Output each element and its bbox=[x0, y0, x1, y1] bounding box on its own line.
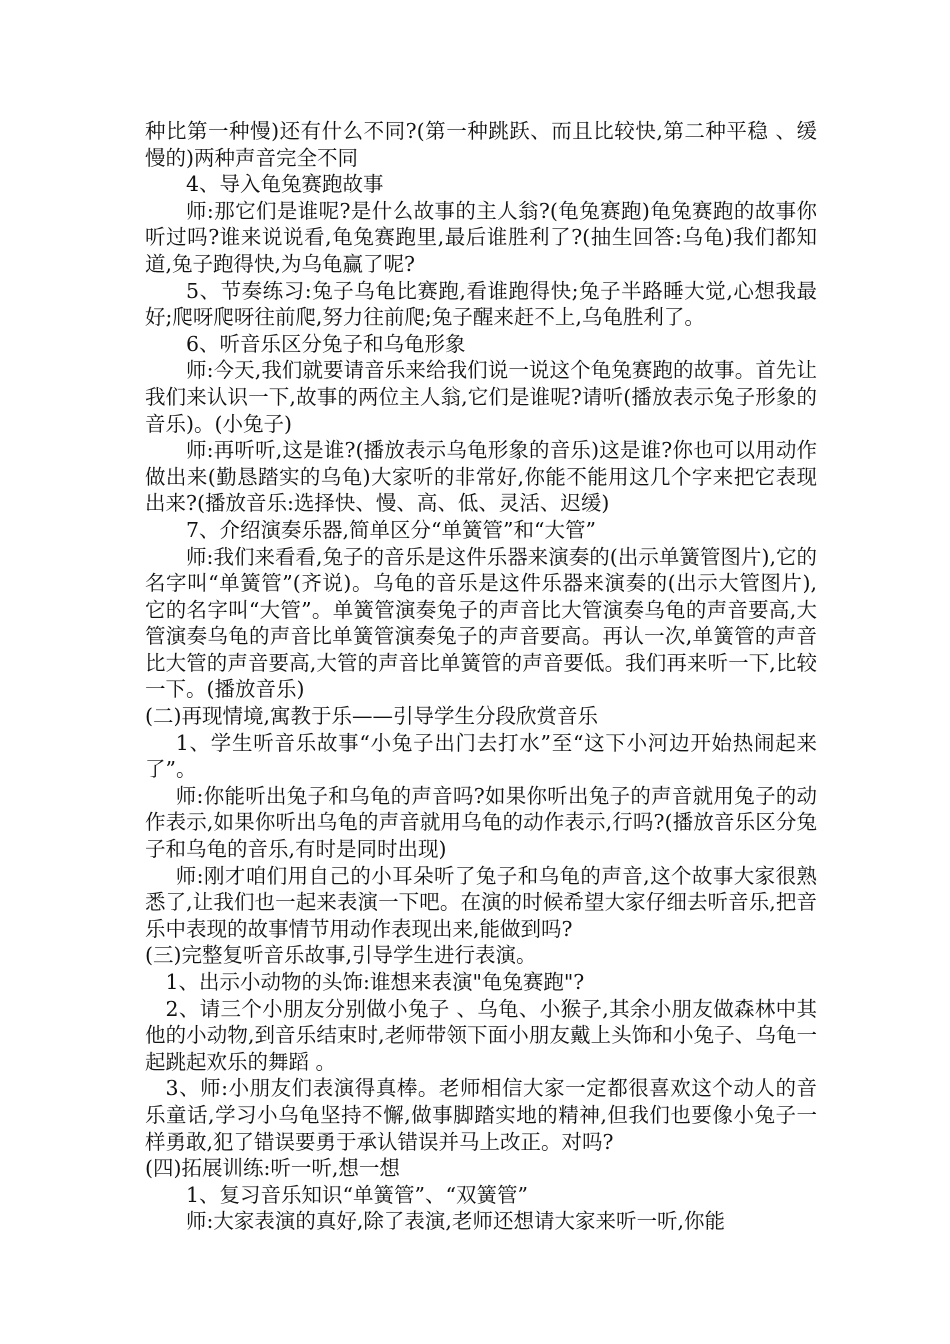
paragraph: 3、师:小朋友们表演得真棒。老师相信大家一定都很喜欢这个动人的音乐童话,学习小乌龟坚持不懈,做事脚踏实地的精神,但我们也要像小兔子一样勇敢,犯了错误要勇于承认错误并马上改正。对吗? bbox=[145, 1076, 817, 1154]
paragraph: 师:再听听,这是谁?(播放表示乌龟形象的音乐)这是谁?你也可以用动作做出来(勤恳踏实的乌龟)大家听的非常好,你能不能用这几个字来把它表现出来?(播放音乐:选择快、慢、高、低、灵活、迟缓) bbox=[145, 438, 817, 516]
section-heading: 6、听音乐区分兔子和乌龟形象 bbox=[186, 331, 466, 356]
paragraph: 1、出示小动物的头饰:谁想来表演"龟兔赛跑"? bbox=[165, 970, 585, 994]
document-page bbox=[145, 118, 817, 1235]
section-heading: 1、复习音乐知识“单簧管”、“双簧管” bbox=[186, 1182, 528, 1207]
paragraph: 师:我们来看看,兔子的音乐是这件乐器来演奏的(出示单簧管图片),它的名字叫“单簧管”(齐说)。乌龟的音乐是这件乐器来演奏的(出示大管图片),它的名字叫“大管”。单簧管演奏兔子的声音比大管演奏乌龟的声音要高,大管演奏乌龟的声音比单簧管演奏兔子的声音要高。再认一次,单簧管的声音比大管的声音要高,大管的声音比单簧管的声音要低。我们再来听一下,比较一下。(播放音乐) bbox=[145, 544, 817, 702]
paragraph: 2、请三个小朋友分别做小兔子 、乌龟、小猴子,其余小朋友做森林中其他的小动物,到音乐结束时,老师带领下面小朋友戴上头饰和小兔子、乌龟一起跳起欢乐的舞蹈 。 bbox=[145, 996, 817, 1074]
paragraph: 1、学生听音乐故事“小兔子出门去打水”至“这下小河边开始热闹起来了”。 bbox=[145, 730, 817, 782]
paragraph: 师:那它们是谁呢?是什么故事的主人翁?(龟兔赛跑)龟兔赛跑的故事你听过吗?谁来说说看,龟兔赛跑里,最后谁胜利了?(抽生回答:乌龟)我们都知道,兔子跑得快,为乌龟赢了呢? bbox=[145, 198, 817, 276]
paragraph: 师:你能听出兔子和乌龟的声音吗?如果你听出兔子的声音就用兔子的动作表示,如果你听出乌龟的声音就用乌龟的动作表示,行吗?(播放音乐区分兔子和乌龟的音乐,有时是同时出现) bbox=[145, 783, 817, 862]
paragraph: 师:刚才咱们用自己的小耳朵听了兔子和乌龟的声音,这个故事大家很熟悉了,让我们也一起来表演一下吧。在演的时候希望大家仔细去听音乐,把音乐中表现的故事情节用动作表现出来,能做到吗? bbox=[145, 863, 817, 941]
paragraph: 师:大家表演的真好,除了表演,老师还想请大家来听一听,你能 bbox=[186, 1209, 725, 1234]
section-heading: 7、介绍演奏乐器,简单区分“单簧管”和“大管” bbox=[186, 517, 596, 542]
section-heading: (二)再现情境,寓教于乐——引导学生分段欣赏音乐 bbox=[145, 704, 599, 729]
section-heading: 4、导入龟兔赛跑故事 bbox=[186, 172, 384, 197]
paragraph: 师:今天,我们就要请音乐来给我们说一说这个龟兔赛跑的故事。首先让我们来认识一下,故事的两位主人翁,它们是谁呢?请听(播放表示兔子形象的音乐)。(小兔子) bbox=[145, 358, 817, 436]
paragraph: 种比第一种慢)还有什么不同?(第一种跳跃、而且比较快,第二种平稳 、缓慢的)两种声音完全不同 bbox=[145, 119, 817, 170]
section-heading: (三)完整复听音乐故事,引导学生进行表演。 bbox=[145, 943, 537, 968]
section-heading: 5、节奏练习:兔子乌龟比赛跑,看谁跑得快;兔子半路睡大觉,心想我最好;爬呀爬呀往前爬,努力往前爬;兔子醒来赶不上,乌龟胜利了。 bbox=[145, 278, 817, 330]
section-heading: (四)拓展训练:听一听,想一想 bbox=[145, 1156, 400, 1181]
